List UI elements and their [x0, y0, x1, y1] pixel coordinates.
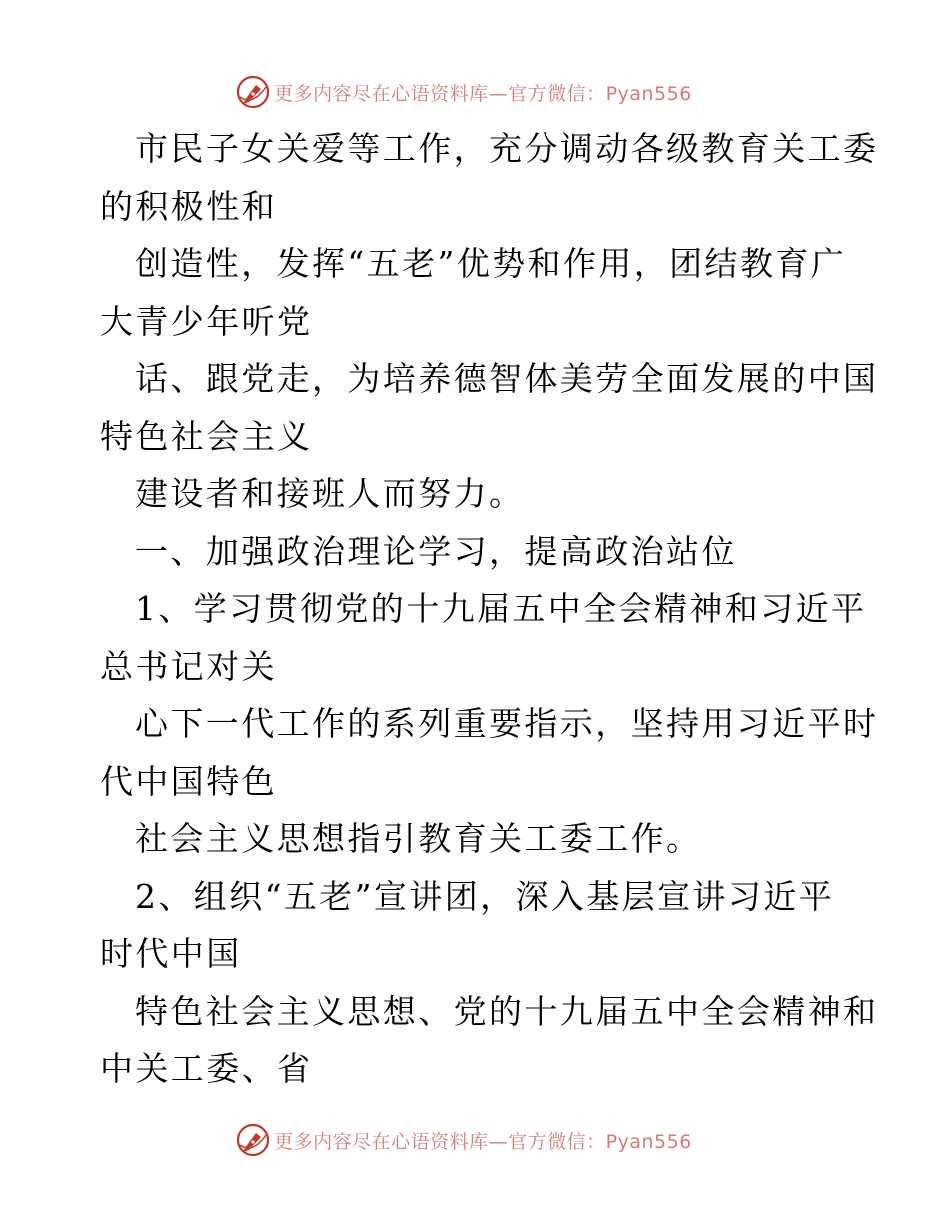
header-banner	[0, 72, 950, 112]
pen-nib-logo-icon	[236, 75, 270, 109]
text-line: 建设者和接班人而努力。	[135, 474, 525, 513]
text-line: 特色社会主义	[100, 416, 313, 456]
pen-nib-logo-icon	[236, 1123, 270, 1157]
text-line: 2、组织“五老”宣讲团，深入基层宣讲习近平	[135, 876, 835, 916]
text-line: 社会主义思想指引教育关工委工作。	[135, 819, 702, 858]
header-banner-text: 更多内容尽在心语资料库—官方微信：Pyan556	[274, 82, 692, 105]
text-line: 的积极性和	[100, 186, 277, 226]
text-line: 特色社会主义思想、党的十九届五中全会精神和	[135, 991, 879, 1031]
text-line: 市民子女关爱等工作，充分调动各级教育关工委	[135, 129, 879, 168]
text-line: 1、学习贯彻党的十九届五中全会精神和习近平	[135, 589, 867, 628]
text-line: 总书记对关	[100, 646, 277, 686]
document-body	[100, 120, 879, 1098]
text-line: 心下一代工作的系列重要指示，坚持用习近平时	[135, 704, 879, 743]
section-heading: 一、加强政治理论学习，提高政治站位	[135, 531, 737, 571]
text-line: 时代中国	[100, 934, 242, 973]
footer-banner-text: 更多内容尽在心语资料库—官方微信：Pyan556	[274, 1130, 692, 1153]
text-line: 话、跟党走，为培养德智体美劳全面发展的中国	[135, 359, 879, 398]
text-line: 创造性，发挥“五老”优势和作用，团结教育广	[135, 244, 847, 283]
text-line: 中关工委、省	[100, 1049, 313, 1088]
footer-banner	[0, 1120, 950, 1160]
text-line: 大青少年听党	[100, 301, 313, 341]
text-line: 代中国特色	[100, 761, 277, 801]
